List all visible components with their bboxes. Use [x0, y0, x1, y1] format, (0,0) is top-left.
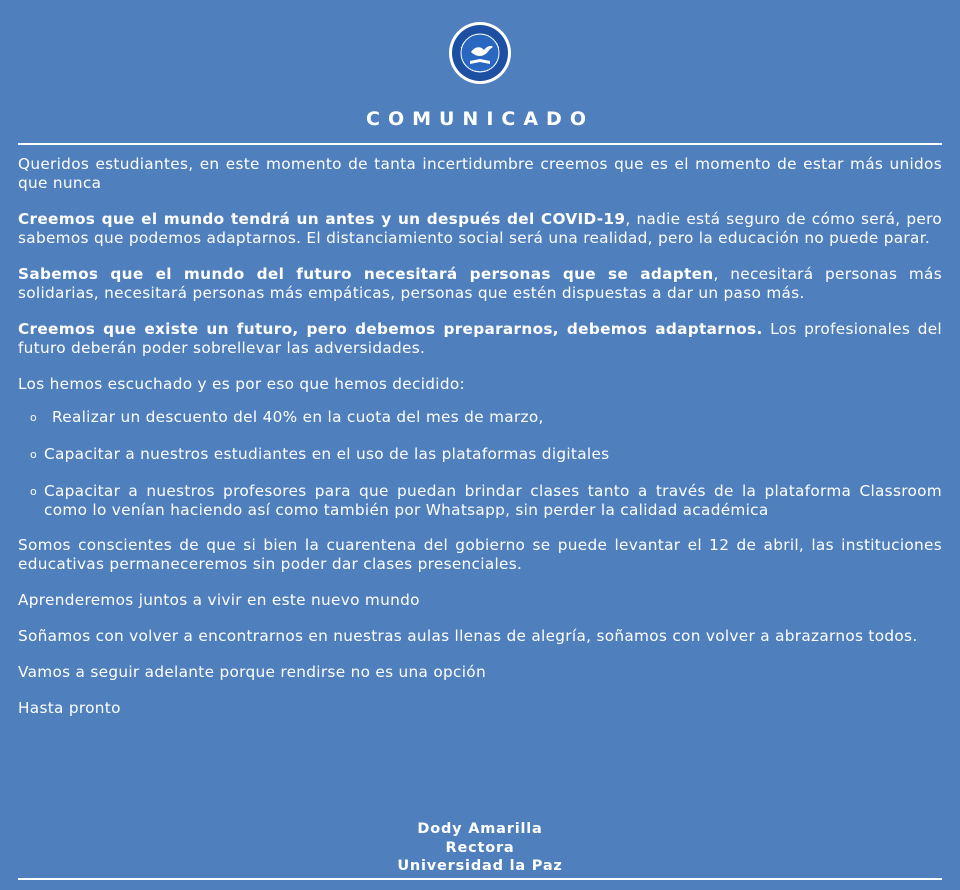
university-seal-icon: [451, 24, 509, 82]
list-item: [18, 482, 942, 520]
paragraph-quarantine: Somos conscientes de que si bien la cuarentena del gobierno se puede levantar el 12 de abril, las instituciones educativas permaneceremos sin poder dar clases presenciales.: [18, 536, 942, 573]
paragraph-covid-rest: , nadie está seguro de cómo será, pero sabemos que podemos adaptarnos. El distanciamiento social será una realidad, pero la educación no puede parar.: [18, 210, 943, 247]
paragraph-future-rest: , necesitará personas más solidarias, necesitará personas más empáticas, personas que estén dispuestas a dar un paso más.: [18, 265, 942, 302]
paragraph-closing: Hasta pronto: [18, 699, 121, 717]
paragraph-learn: Aprenderemos juntos a vivir en este nuevo mundo: [18, 591, 420, 609]
paragraph-future-bold: Sabemos que el mundo del futuro necesitará personas que se adapten: [18, 265, 714, 283]
paragraph-prepare-bold: Creemos que existe un futuro, pero debemos prepararnos, debemos adaptarnos.: [18, 320, 763, 338]
top-divider: [18, 143, 942, 145]
paragraph-covid-bold: Creemos que el mundo tendrá un antes y un después del COVID-19: [18, 210, 626, 228]
paragraph-prepare-rest: Los profesionales del futuro deberán poder sobrellevar las adversidades.: [18, 320, 942, 357]
list-item-text: Capacitar a nuestros profesores para que puedan brindar clases tanto a través de la plataforma Classroom como lo venían haciendo así como también por Whatsapp, sin perder la calidad académica: [44, 482, 942, 519]
list-item-text: Realizar un descuento del 40% en la cuota del mes de marzo,: [52, 408, 544, 426]
bullet-circle-icon: o: [30, 448, 38, 461]
signature-name: Dody Amarilla: [417, 821, 543, 837]
list-item-text: Capacitar a nuestros estudiantes en el uso de las plataformas digitales: [44, 445, 610, 463]
paragraph-forward: Vamos a seguir adelante porque rendirse no es una opción: [18, 663, 486, 681]
signature-role: Rectora: [445, 839, 515, 856]
bottom-divider: [18, 878, 942, 880]
list-item: [18, 408, 942, 427]
signature-institution: Universidad la Paz: [397, 858, 563, 874]
bullet-circle-icon: o: [30, 411, 38, 424]
bullet-circle-icon: o: [30, 485, 38, 498]
signature-block: [0, 820, 960, 876]
paragraph-intro: Queridos estudiantes, en este momento de tanta incertidumbre creemos que es el momento de estar más unidos que nunca: [18, 155, 942, 192]
paragraph-dream: Soñamos con volver a encontrarnos en nuestras aulas llenas de alegría, soñamos con volver a abrazarnos todos.: [18, 627, 918, 645]
paragraph-decided: Los hemos escuchado y es por eso que hemos decidido:: [18, 375, 465, 393]
paragraph-future: [18, 265, 942, 303]
communique-body: [18, 155, 942, 718]
paragraph-prepare: [18, 320, 942, 358]
page-title: COMUNICADO: [366, 108, 594, 130]
university-logo: [449, 22, 511, 84]
decisions-list: [18, 408, 942, 520]
list-item: [18, 445, 942, 464]
paragraph-covid: [18, 210, 942, 248]
